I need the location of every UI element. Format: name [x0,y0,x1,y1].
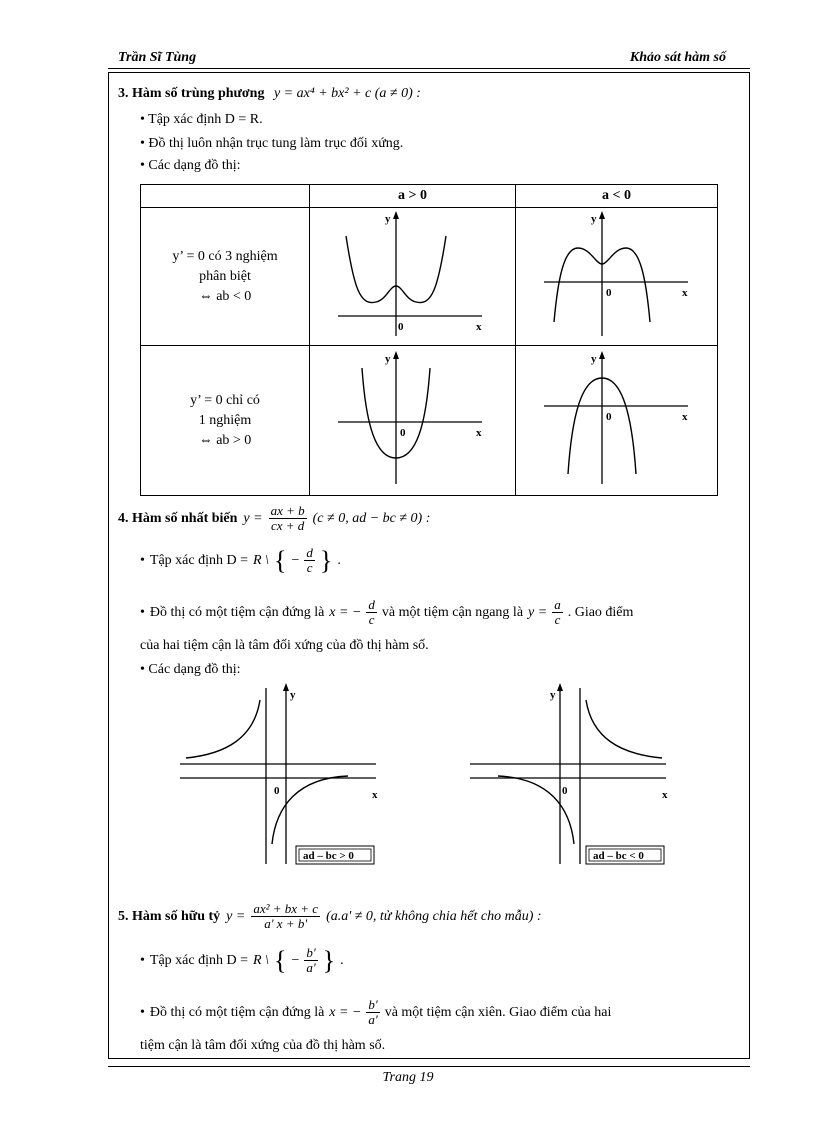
graph-quartic-a-pos-3roots [310,208,516,346]
section4-condition: (c ≠ 0, ad − bc ≠ 0) : [312,510,431,526]
svg-text:x: x [682,287,688,299]
section3-title: 3. Hàm số trùng phương [118,86,265,101]
graph-hyperbola-pos [176,680,382,866]
header-topic: Khảo sát hàm số [629,50,726,65]
svg-text:0: 0 [274,785,280,797]
graph-quartic-a-neg-3roots [516,208,718,346]
section4-domain: • Tập xác định D = R \ { − $\frac{d}{c}$ } . [140,545,341,575]
svg-text:y: y [385,353,391,365]
section4-title: 4. Hàm số nhất biến [118,510,238,526]
section4-shapes-label: • Các dạng đồ thị: [140,662,241,677]
section4-fraction: $\frac{ax + b}{cx + d}$ [270,503,305,533]
row1-description: y’ = 0 có 3 nghiệm phân biệt ⇔ ab < 0 [141,208,310,346]
section3-bullet-2: • Đồ thị luôn nhận trục tung làm trục đối xứng. [140,136,404,151]
svg-text:y: y [290,689,296,701]
graph-quartic-a-pos-1root [310,346,516,496]
svg-text:0: 0 [400,427,406,439]
svg-text:0: 0 [606,411,612,423]
svg-text:0: 0 [398,321,404,333]
section4-asymptotes-cont: của hai tiệm cận là tâm đối xứng của đồ thị hàm số. [140,638,429,653]
svg-text:x: x [662,789,668,801]
section4-heading: 4. Hàm số nhất biến y = $\frac{ax + b}{cx + d}$ (c ≠ 0, ad − bc ≠ 0) : [118,503,431,533]
footer-rule [108,1066,750,1067]
section5-title: 5. Hàm số hữu tỷ [118,908,221,924]
header-author: Trần Sĩ Tùng [118,50,197,65]
section5-condition: (a.a' ≠ 0, tử không chia hết cho mẫu) : [326,908,542,924]
row2-description: y’ = 0 chỉ có 1 nghiệm ⇔ ab > 0 [141,346,310,496]
page-number: Trang 19 [382,1070,434,1085]
table-header-a-neg: a < 0 [516,185,718,208]
graph-quartic-a-neg-1root [516,346,718,496]
section3-formula: y = ax⁴ + bx² + c (a ≠ 0) : [273,86,421,101]
svg-text:x: x [476,321,482,333]
section3-bullet-1: • Tập xác định D = R. [140,112,263,127]
section5-heading: 5. Hàm số hữu tỷ y = $\frac{\text{ax² + bx + c}}{a' x + b'}$ (a.a' ≠ 0, tử không chia hết cho mẫu) : [118,901,542,931]
section3-bullet-3: • Các dạng đồ thị: [140,158,241,173]
graph-hyperbola-neg [466,680,672,866]
svg-text:y: y [385,213,391,225]
section5-fraction: $\frac{\text{ax² + bx + c}}{a' x + b'}$ [253,901,319,931]
quartic-shapes-table [140,184,718,496]
header-rule [108,68,750,69]
svg-text:x: x [372,789,378,801]
svg-text:x: x [682,411,688,423]
svg-text:0: 0 [562,785,568,797]
section5-asymptotes-cont: tiệm cận là tâm đối xứng của đồ thị hàm số. [140,1038,386,1053]
svg-text:0: 0 [606,287,612,299]
svg-text:ad – bc > 0: ad – bc > 0 [303,850,354,862]
table-header-a-pos: a > 0 [310,185,516,208]
svg-text:y: y [550,689,556,701]
section4-asymptotes: • Đồ thị có một tiệm cận đứng là x = − $\frac{d}{c}$ và một tiệm cận ngang là y = $\frac{a}{c}$ . Giao điểm [140,597,634,627]
svg-text:y: y [591,353,597,365]
section3-heading [118,86,421,102]
table-header-empty [141,185,310,208]
section5-asymptotes: • Đồ thị có một tiệm cận đứng là x = − $\frac{b'}{a'}$ và một tiệm cận xiên. Giao điểm của hai [140,997,612,1027]
svg-text:y: y [591,213,597,225]
svg-text:ad – bc < 0: ad – bc < 0 [593,850,644,862]
section5-domain: • Tập xác định D = R \ { − $\frac{b'}{a'}$ } . [140,945,344,975]
svg-text:x: x [476,427,482,439]
